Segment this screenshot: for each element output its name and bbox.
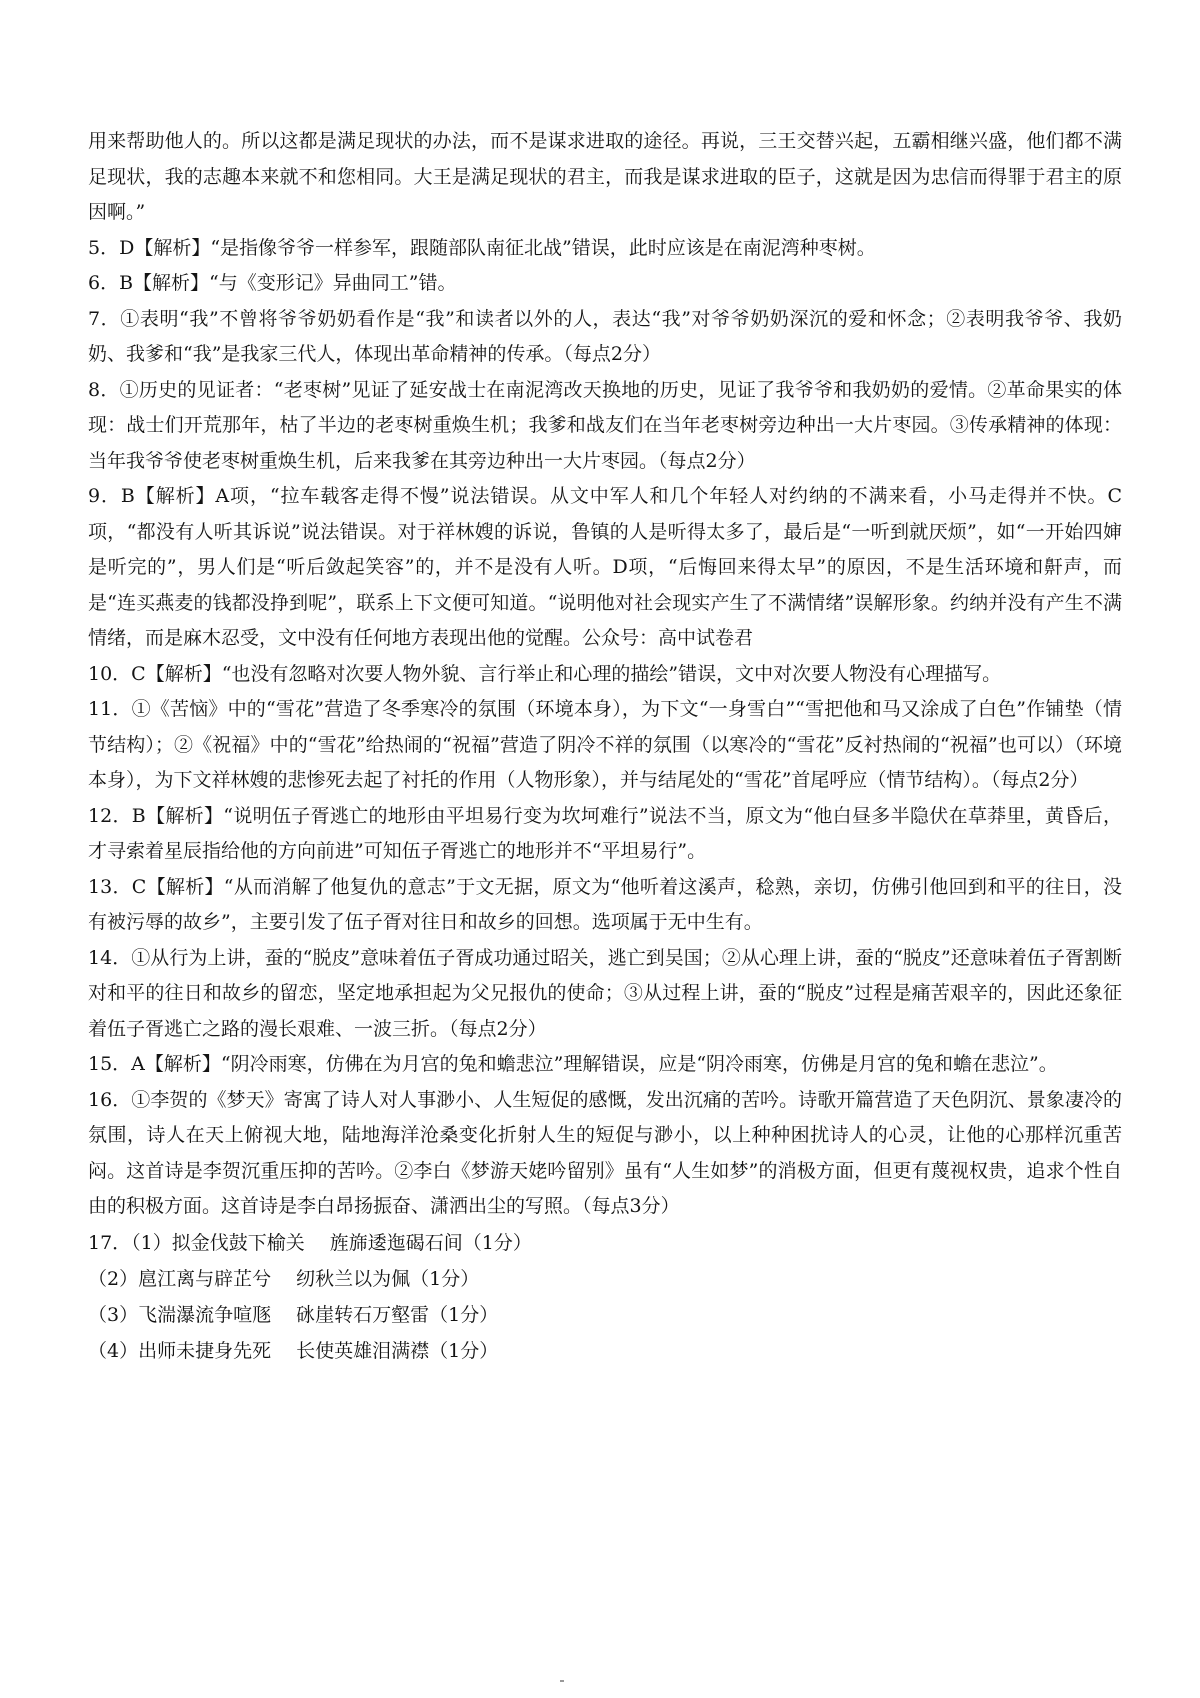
answer-5: 5．D【解析】“是指像爷爷一样参军，跟随部队南征北战”错误，此时应该是在南泥湾种枣树。 [88,236,876,259]
answer-12: 12．B【解析】“说明伍子胥逃亡的地形由平坦易行变为坎坷难行”说法不当，原文为“他白昼多半隐伏在草莽里，黄昏后，才寻索着星辰指给他的方向前进”可知伍子胥逃亡的地形并不“平坦易行”。 [88,804,1122,862]
answer-11: 11．①《苦恼》中的“雪花”营造了冬季寒冷的氛围（环境本身），为下文“一身雪白”“雪把他和马又涂成了白色”作铺垫（情节结构）；②《祝福》中的“雪花”给热闹的“祝福”营造了阴冷不祥的氛围（以寒冷的“雪花”反衬热闹的“祝福”也可以）（环境本身），为下文祥林嫂的悲惨死去起了衬托的作用（人物形象），并与结尾处的“雪花”首尾呼应（情节结构）。（每点2分） [88,698,1122,791]
answer-10: 10．C【解析】“也没有忽略对次要人物外貌、言行举止和心理的描绘”错误，文中对次要人物没有心理描写。 [88,662,1002,685]
answer-17-line-4: （4）出师未捷身先死 长使英雄泪满襟（1分） [88,1339,499,1362]
answer-8: 8．①历史的见证者：“老枣树”见证了延安战士在南泥湾改天换地的历史，见证了我爷爷和我奶奶的爱情。②革命果实的体现：战士们开荒那年，枯了半边的老枣树重焕生机；我爹和战友们在当年老枣树旁边种出一大片枣园。③传承精神的体现：当年我爷爷使老枣树重焕生机，后来我爹在其旁边种出一大片枣园。（每点2分） [88,378,1122,472]
footer-mark [560,1680,564,1682]
answer-13: 13．C【解析】“从而消解了他复仇的意志”于文无据，原文为“他听着这溪声，稔熟，亲切，仿佛引他回到和平的往日，没有被污辱的故乡”，主要引发了伍子胥对往日和故乡的回想。选项属于无中生有。 [88,875,1122,933]
answer-17-line-1: 17．（1）拟金伐鼓下榆关 旌旆逶迤碣石间（1分） [88,1231,532,1254]
answer-paragraph: 用来帮助他人的。所以这都是满足现状的办法，而不是谋求进取的途径。再说，三王交替兴起，五霸相继兴盛，他们都不满足现状，我的志趣本来就不和您相同。大王是满足现状的君主，而我是谋求进取的臣子，这就是因为忠信而得罪于君主的原因啊。” [88,130,1122,223]
answer-17-line-3: （3）飞湍瀑流争喧豗 砯崖转石万壑雷（1分） [88,1303,499,1326]
answer-15: 15．A【解析】“阴冷雨寒，仿佛在为月宫的兔和蟾悲泣”理解错误，应是“阴冷雨寒，仿佛是月宫的兔和蟾在悲泣”。 [88,1053,1058,1075]
answer-17-line-2: （2）扈江离与辟芷兮 纫秋兰以为佩（1分） [88,1267,480,1290]
answer-page [88,124,1122,1369]
answer-9: 9．B【解析】A项，“拉车载客走得不慢”说法错误。从文中军人和几个年轻人对约纳的不满来看，小马走得并不快。C项，“都没有人听其诉说”说法错误。对于祥林嫂的诉说，鲁镇的人是听得太多了，最后是“一听到就厌烦”，如“一开始四婶是听完的”，男人们是“听后敛起笑容”的，并不是没有人听。D项，“后悔回来得太早”的原因，不是生活环境和鼾声，而是“连买燕麦的钱都没挣到呢”，联系上下文便可知道。“说明他对社会现实产生了不满情绪”误解形象。约纳并没有产生不满情绪，而是麻木忍受，文中没有任何地方表现出他的觉醒。公众号：高中试卷君 [88,485,1122,649]
answer-6: 6．B【解析】“与《变形记》异曲同工”错。 [88,272,457,294]
answer-7: 7．①表明“我”不曾将爷爷奶奶看作是“我”和读者以外的人，表达“我”对爷爷奶奶深沉的爱和怀念；②表明我爷爷、我奶奶、我爹和“我”是我家三代人，体现出革命精神的传承。（每点2分） [88,307,1122,365]
answer-16: 16．①李贺的《梦天》寄寓了诗人对人事渺小、人生短促的感慨，发出沉痛的苦吟。诗歌开篇营造了天色阴沉、景象凄冷的氛围，诗人在天上俯视大地，陆地海洋沧桑变化折射人生的短促与渺小，以上种种困扰诗人的心灵，让他的心那样沉重苦闷。这首诗是李贺沉重压抑的苦吟。②李白《梦游天姥吟留别》虽有“人生如梦”的消极方面，但更有蔑视权贵，追求个性自由的积极方面。这首诗是李白昂扬振奋、潇洒出尘的写照。（每点3分） [88,1088,1122,1217]
answer-14: 14．①从行为上讲，蚕的“脱皮”意味着伍子胥成功通过昭关，逃亡到吴国；②从心理上讲，蚕的“脱皮”还意味着伍子胥割断对和平的往日和故乡的留恋，坚定地承担起为父兄报仇的使命；③从过程上讲，蚕的“脱皮”过程是痛苦艰辛的，因此还象征着伍子胥逃亡之路的漫长艰难、一波三折。（每点2分） [88,946,1122,1040]
